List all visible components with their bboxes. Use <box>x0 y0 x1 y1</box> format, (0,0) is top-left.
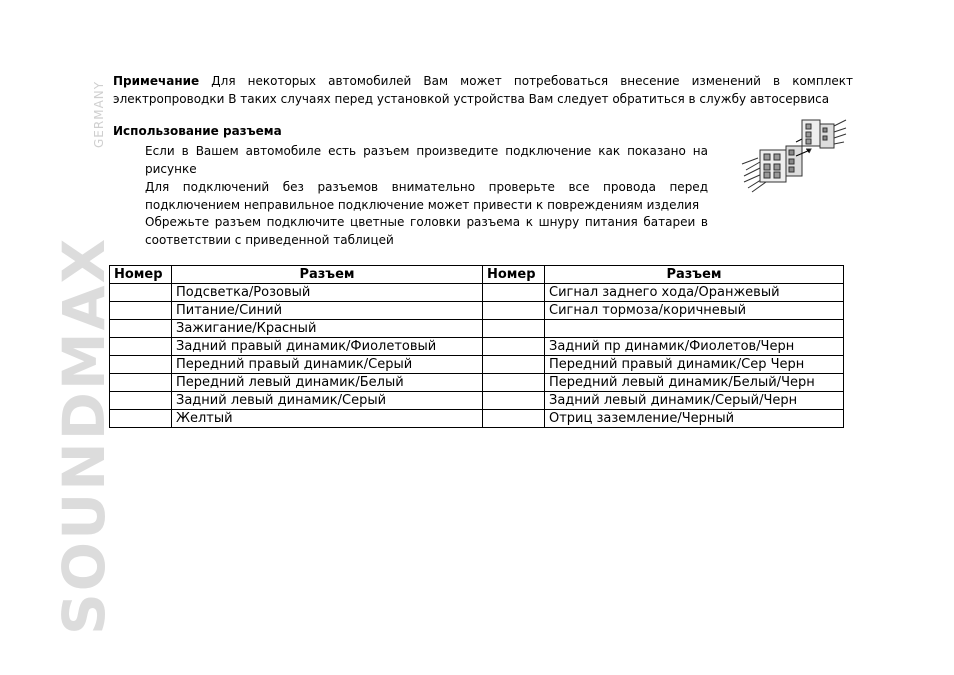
cell-number <box>483 302 545 320</box>
instruction-paragraph-3: Обрежьте разъем подключите цветные головки разъема к шнуру питания батареи в соответствии с приведенной таблицей <box>145 215 708 247</box>
cell-number <box>483 410 545 428</box>
cell-number <box>110 320 172 338</box>
cell-connector: Передний левый динамик/Белый/Черн <box>545 374 844 392</box>
brand-subtitle: GERMANY <box>92 80 106 148</box>
cell-number <box>483 374 545 392</box>
wire-bundle-right <box>834 120 846 144</box>
cell-connector: Сигнал заднего хода/Оранжевый <box>545 284 844 302</box>
table-row <box>110 392 844 410</box>
cell-number <box>110 284 172 302</box>
table-row <box>110 284 844 302</box>
cell-number <box>110 392 172 410</box>
cell-connector: Передний левый динамик/Белый <box>172 374 483 392</box>
cell-number <box>483 356 545 374</box>
wiring-table <box>109 265 844 428</box>
table-row <box>110 374 844 392</box>
table-row <box>110 338 844 356</box>
cell-connector: Передний правый динамик/Сер Черн <box>545 356 844 374</box>
table-header-row <box>110 266 844 284</box>
table-row <box>110 320 844 338</box>
cell-connector: Задний правый динамик/Фиолетовый <box>172 338 483 356</box>
connector-left-block <box>760 146 802 182</box>
cell-connector: Задний пр динамик/Фиолетов/Черн <box>545 338 844 356</box>
note-paragraph <box>113 72 853 108</box>
section-title: Использование разъема <box>113 124 282 138</box>
cell-connector: Зажигание/Красный <box>172 320 483 338</box>
cell-connector: Желтый <box>172 410 483 428</box>
note-label: Примечание <box>113 74 200 88</box>
connector-right-block <box>802 120 834 148</box>
brand-logo: SOUNDMAX <box>50 236 118 635</box>
cell-connector: Задний левый динамик/Серый <box>172 392 483 410</box>
cell-connector: Подсветка/Розовый <box>172 284 483 302</box>
instruction-paragraph-2: Для подключений без разъемов внимательно проверьте все провода перед подключением неправильное подключение может привести к повреждениям изделия <box>145 180 708 212</box>
cell-connector: Отриц заземление/Черный <box>545 410 844 428</box>
cell-number <box>110 374 172 392</box>
cell-number <box>110 356 172 374</box>
cell-connector: Задний левый динамик/Серый/Черн <box>545 392 844 410</box>
cell-connector: Передний правый динамик/Серый <box>172 356 483 374</box>
table-row <box>110 356 844 374</box>
table-row <box>110 410 844 428</box>
column-header-connector-2: Разъем <box>545 266 844 284</box>
cell-number <box>110 338 172 356</box>
cell-connector: Питание/Синий <box>172 302 483 320</box>
column-header-connector: Разъем <box>172 266 483 284</box>
cell-number <box>110 302 172 320</box>
cell-number <box>483 338 545 356</box>
instruction-paragraph-1: Если в Вашем автомобиле есть разъем произведите подключение как показано на рисунке <box>145 144 708 176</box>
column-header-number: Номер <box>110 266 172 284</box>
column-header-number-2: Номер <box>483 266 545 284</box>
cell-connector: Сигнал тормоза/коричневый <box>545 302 844 320</box>
note-text: Для некоторых автомобилей Вам может потребоваться внесение изменений в комплект электропроводки В таких случаях перед установкой устройства Вам следует обратиться в службу автосервиса <box>113 74 853 106</box>
cell-number <box>483 320 545 338</box>
cell-connector <box>545 320 844 338</box>
cell-number <box>110 410 172 428</box>
cell-number <box>483 392 545 410</box>
table-row <box>110 302 844 320</box>
connector-illustration <box>738 112 848 194</box>
cell-number <box>483 284 545 302</box>
